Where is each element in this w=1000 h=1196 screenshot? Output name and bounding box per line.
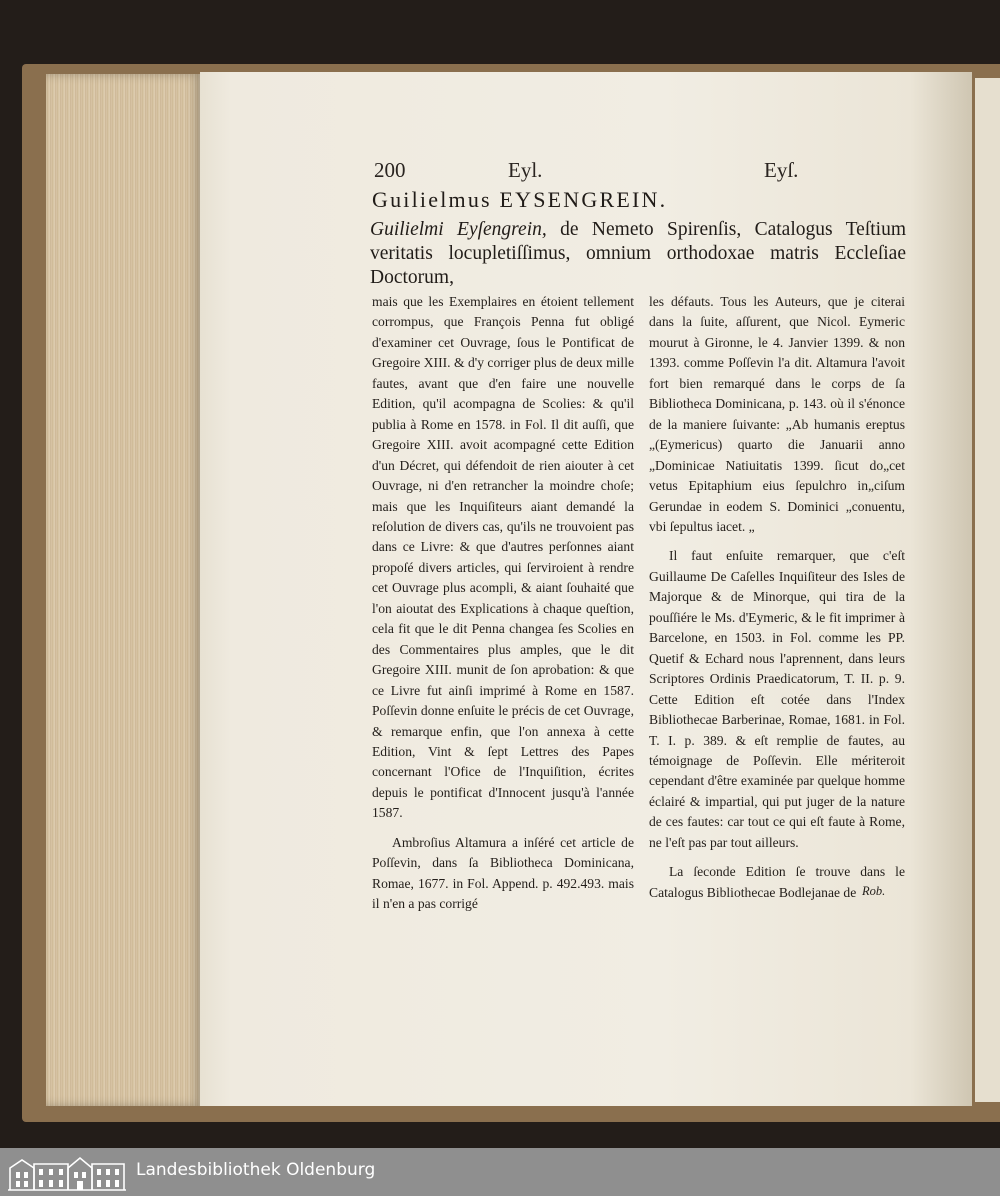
running-head-right: Eyſ. <box>764 158 799 182</box>
footer-label: Landesbibliothek Oldenburg <box>136 1160 376 1180</box>
page-number: 200 <box>374 158 406 182</box>
catchword: Rob. <box>862 884 886 898</box>
page-title: Guilielmus EYSENGREIN. <box>372 187 668 212</box>
facing-page-edge <box>975 78 1000 1102</box>
paragraph: Ambroſius Altamura a inſéré cet article de Poſſevin, dans ſa Bibliotheca Dominicana, Romae, 1677. in Fol. Append. p. 492.493. mais il n'en a pas corrigé <box>372 834 634 912</box>
page-fore-edge <box>46 74 202 1106</box>
right-column <box>649 292 905 903</box>
paragraph: La ſeconde Edition ſe trouve dans le Catalogus Bibliothecae Bodlejanae de <box>649 864 905 900</box>
running-head-left: Eyl. <box>508 158 543 182</box>
paragraph: mais que les Exemplaires en étoient tellement corrompus, que François Penna fut obligé d'examiner cet Ouvrage, ſous le Pontificat de Gregoire XIII. & d'y corriger plus de deux mille fautes, avant que d'en faire une nouvelle Edition, qu'il acompagna de Scolies: & qu'il publia à Rome en 1578. in Fol. Il dit auſſi, que Gregoire XIII. avoit acompagné cette Edition d'un Décret, qui défendoit de rien aiouter à cet Ouvrage, ni d'en retrancher la moindre choſe; mais que les Inquiſiteurs aiant demandé la reſolution de divers cas, qu'ils ne trouvoient pas dans ce Livre: & que d'autres perſonnes aiant propoſé divers articles, qui ſerviroient à rendre cet Ouvrage plus acompli, & aiant ſouhaité que l'on aioutat des Explications à chaque queſtion, cela fit que le dit Penna changea ſes Scolies en des Commentaires plus amples, que le dit Gregoire XIII. munit de ſon aprobation: & que ce Livre fut ainſi imprimé à Rome en 1587. Poſſevin donne enſuite le précis de cet Ouvrage, & remarque enfin, que l'on annexa à cette Edition, Vint & ſept Lettres des Papes concernant l'Ofice de l'Inquiſition, écrites depuis le pontificat d'Innocent jusqu'à l'année 1587. <box>372 294 634 821</box>
entry-heading <box>370 218 906 290</box>
left-column <box>372 292 634 915</box>
entry-heading-author: Guilielmi Eyſengrein, <box>370 219 547 240</box>
entry-heading-text: de Nemeto Spirenſis, Catalogus Teſtium veritatis locupletiſſimus, omnium orthodoxae matris Eccleſiae Doctorum, <box>370 219 906 288</box>
library-building-icon <box>8 1152 126 1192</box>
paragraph: les défauts. Tous les Auteurs, que je citerai dans la ſuite, aſſurent, que Nicol. Eymeric mourut à Gironne, le 4. Janvier 1399. & non 1393. comme Poſſevin l'a dit. Altamura l'avoit fort bien remarqué dans le corps de ſa Bibliotheca Dominicana, p. 143. où il s'énonce de la maniere ſuivante: „Ab humanis ereptus „(Eymericus) quarto die Januarii anno „Dominicae Natiuitatis 1399. ſicut do„cet vetus Epitaphium eius ſepulchro in„ciſum Gerundae in eodem S. Dominici „conuentu, vbi ſepultus iacet. „ <box>649 294 905 534</box>
paragraph: Il faut enſuite remarquer, que c'eſt Guillaume De Caſelles Inquiſiteur des Isles de Majorque & de Minorque, qui tira de la pouſſiére le Ms. d'Eymeric, & le fit imprimer à Barcelone, en 1503. in Fol. comme les PP. Quetif & Echard nous l'aprennent, dans leurs Scriptores Ordinis Praedicatorum, T. II. p. 9. Cette Edition eſt cotée dans l'Index Bibliothecae Barberinae, Romae, 1681. in Fol. T. I. p. 389. & eſt remplie de fautes, au témoignage de Poſſevin. Elle mériteroit cependant d'être examinée par quelque homme éclairé & impartial, qui put juger de la nature de ces fautes: car tout ce qui eſt faute à Rome, ne l'eſt pas par tout ailleurs. <box>649 548 905 850</box>
